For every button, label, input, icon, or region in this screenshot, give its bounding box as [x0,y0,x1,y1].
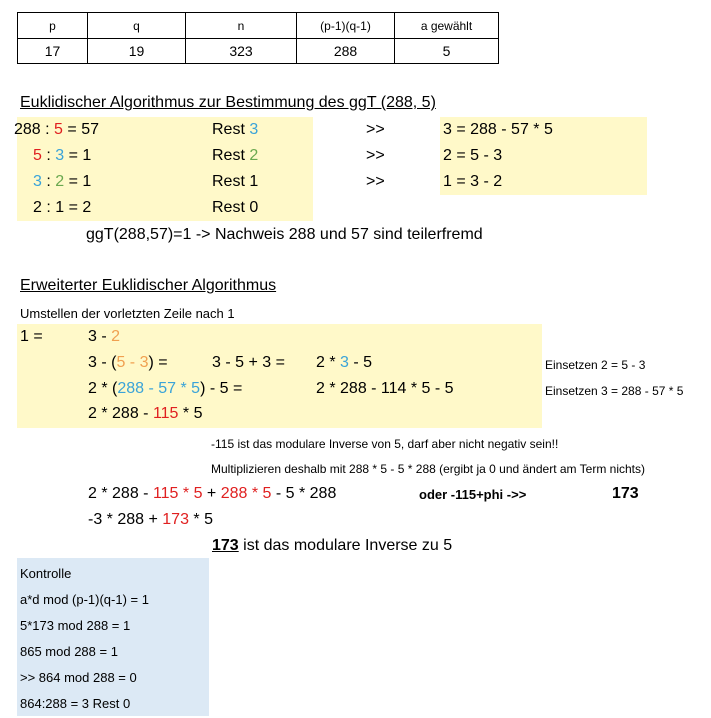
value-p: 17 [18,39,88,64]
control-title: Kontrolle [20,566,72,581]
extended-title: Erweiterter Euklidischer Algorithmus [20,277,277,294]
euclid-row-4-rest: Rest 0 [212,199,259,216]
euclid-row-2-arrow: >> [366,147,385,164]
extended-subtitle: Umstellen der vorletzten Zeile nach 1 [20,306,235,321]
euclid-row-2-rest: Rest 2 [212,147,259,164]
euclid-row-3-division: 3 : 2 = 1 [33,173,92,190]
euclid-row-1-equation: 3 = 288 - 57 * 5 [443,121,553,138]
control-line-4: >> 864 mod 288 = 0 [20,670,137,685]
parameter-table [17,12,499,64]
result-statement: 173 ist das modulare Inverse zu 5 [212,537,453,554]
multiply-note: Multiplizieren deshalb mit 288 * 5 - 5 * 288 (ergibt ja 0 und ändert am Term nichts) [211,462,645,476]
euclid-row-4-division: 2 : 1 = 2 [33,199,92,216]
euclid-row-3-equation: 1 = 3 - 2 [443,173,503,190]
euclid-title: Euklidischer Algorithmus zur Bestimmung des ggT (288, 5) [20,94,436,111]
control-line-3: 865 mod 288 = 1 [20,644,118,659]
euclid-row-2-division: 5 : 3 = 1 [33,147,92,164]
extended-line-5: 2 * 288 - 115 * 5 + 288 * 5 - 5 * 288 [88,485,337,502]
extended-line-2b: 3 - 5 + 3 = [212,354,285,371]
euclid-row-2-equation: 2 = 5 - 3 [443,147,503,164]
header-phi: (p-1)(q-1) [297,13,395,39]
value-a: 5 [395,39,499,64]
extended-line-2a: 3 - (5 - 3) = [88,354,168,371]
euclid-row-3-arrow: >> [366,173,385,190]
control-line-5: 864:288 = 3 Rest 0 [20,696,131,711]
header-a: a gewählt [395,13,499,39]
result-number: 173 [212,537,239,554]
value-n: 323 [186,39,297,64]
substitution-note-2: Einsetzen 3 = 288 - 57 * 5 [545,384,684,398]
control-box [17,558,209,716]
control-line-2: 5*173 mod 288 = 1 [20,618,131,633]
euclid-row-1-arrow: >> [366,121,385,138]
control-line-1: a*d mod (p-1)(q-1) = 1 [20,592,149,607]
extended-line-4: 2 * 288 - 115 * 5 [88,405,203,422]
header-q: q [88,13,186,39]
value-phi: 288 [297,39,395,64]
extended-line-1: 3 - 2 [88,328,121,345]
alternative-label: oder -115+phi ->> [419,487,527,502]
header-p: p [18,13,88,39]
header-n: n [186,13,297,39]
alternative-value: 173 [612,485,639,502]
euclid-row-1-rest: Rest 3 [212,121,259,138]
euclid-conclusion: ggT(288,57)=1 -> Nachweis 288 und 57 sind teilerfremd [86,226,483,243]
extended-line-6: -3 * 288 + 173 * 5 [88,511,213,528]
substitution-note-1: Einsetzen 2 = 5 - 3 [545,358,646,372]
negative-warning: -115 ist das modulare Inverse von 5, darf aber nicht negativ sein!! [211,437,559,451]
extended-line-3a: 2 * (288 - 57 * 5) - 5 = [88,380,243,397]
extended-start: 1 = [20,328,43,345]
euclid-row-1-division: 288 : 5 = 57 [14,121,99,138]
value-q: 19 [88,39,186,64]
extended-line-2c: 2 * 3 - 5 [316,354,373,371]
euclid-row-3-rest: Rest 1 [212,173,259,190]
extended-line-3b: 2 * 288 - 114 * 5 - 5 [316,380,454,397]
